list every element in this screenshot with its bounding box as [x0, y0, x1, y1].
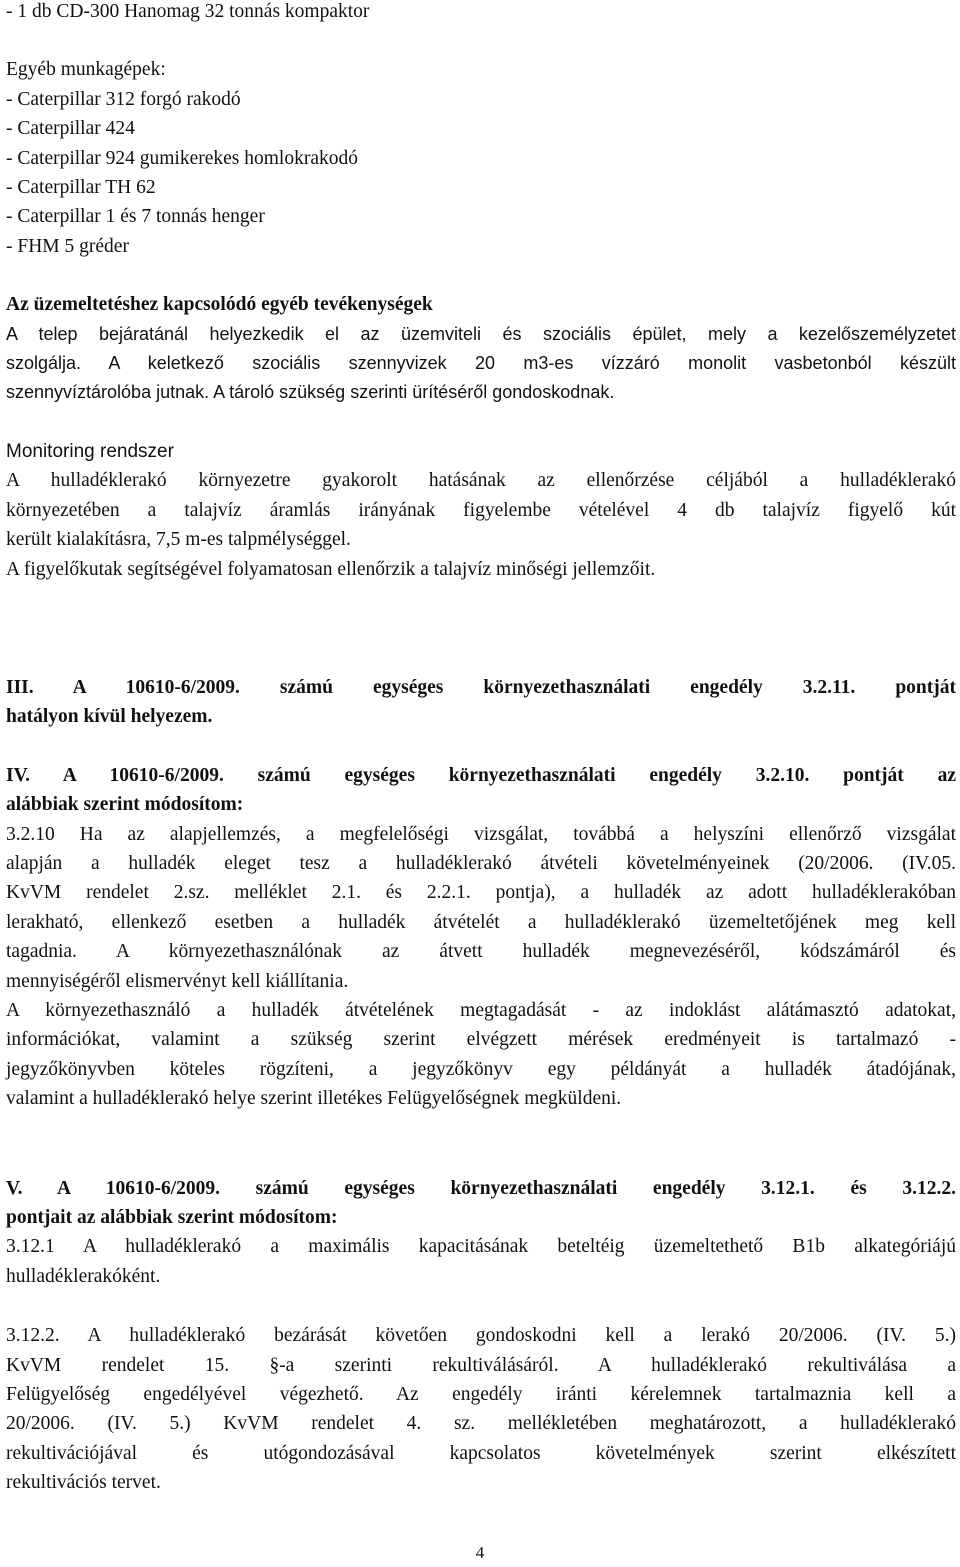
section-iv-heading-line: IV. A 10610-6/2009. számú egységes környezethasználati engedély 3.2.10. pontját az [6, 764, 956, 786]
text-line: mennyiségéről elismervényt kell kiállítania. [6, 970, 349, 992]
section-iii-heading-line: III. A 10610-6/2009. számú egységes környezethasználati engedély 3.2.11. pontját [6, 676, 956, 698]
activities-section [6, 290, 956, 408]
text-line: hulladéklerakóként. [6, 1265, 161, 1287]
list-item: - Caterpillar 424 [6, 118, 135, 140]
activities-paragraph [6, 320, 956, 408]
compactor-line: - 1 db CD-300 Hanomag 32 tonnás kompaktor [6, 1, 370, 22]
monitoring-heading: Monitoring rendszer [6, 440, 174, 462]
page-number: 4 [475, 1543, 485, 1562]
text-line: 3.12.1 A hulladéklerakó a maximális kapacitásának beteltéig üzemeltethető B1b alkategóriájú [6, 1236, 956, 1258]
monitoring-paragraph [6, 466, 956, 584]
text-line: rekultivációs tervet. [6, 1472, 161, 1494]
document-page [6, 0, 956, 1498]
text-line: alapján a hulladék eleget tesz a hulladéklerakó átvételi követelményeinek (20/2006. (IV.05. [6, 852, 956, 874]
text-line: környezetében a talajvíz áramlás irányának figyelembe vételével 4 db talajvíz figyelő kút [6, 499, 956, 521]
section-v-paragraph-1 [6, 1232, 956, 1291]
text-line: tagadnia. A környezethasználónak az átvett hulladék megnevezéséről, kódszámáról és [6, 941, 956, 963]
text-line: A telep bejáratánál helyezkedik el az üzemviteli és szociális épület, mely a kezelőszemélyzetet [6, 323, 956, 344]
text-line: lerakható, ellenkező esetben a hulladék átvételét a hulladéklerakó üzemeltetőjének meg kell [6, 911, 956, 933]
text-line: szennyvíztárolóba jutnak. A tároló szükség szerinti ürítéséről gondoskodnak. [6, 382, 615, 403]
section-iii-heading-line: hatályon kívül helyezem. [6, 706, 213, 728]
section-iv-body [6, 820, 956, 1114]
section-iv-heading [6, 761, 956, 820]
text-line: információkat, valamint a szükség szerint elvégzett mérések eredményeit is tartalmazó - [6, 1029, 956, 1051]
text-line: jegyzőkönyvben köteles rögzíteni, a jegyzőkönyv egy példányát a hulladék átadójának, [6, 1058, 956, 1080]
text-line: szolgálja. A keletkező szociális szennyvizek 20 m3-es vízzáró monolit vasbetonból készült [6, 353, 956, 374]
activities-heading: Az üzemeltetéshez kapcsolódó egyéb tevékenységek [6, 294, 433, 316]
text-line: A hulladéklerakó környezetre gyakorolt hatásának az ellenőrzése céljából a hulladéklerakó [6, 470, 956, 492]
section-v [6, 1174, 956, 1498]
list-item: - Caterpillar 1 és 7 tonnás henger [6, 206, 265, 228]
text-line: rekultivációjával és utógondozásával kapcsolatos követelmények szerint elkészített [6, 1442, 956, 1464]
list-item: - FHM 5 gréder [6, 235, 129, 257]
list-item: - Caterpillar TH 62 [6, 177, 156, 199]
text-line: 3.12.2. A hulladéklerakó bezárását követően gondoskodni kell a lerakó 20/2006. (IV. 5.) [6, 1325, 956, 1347]
other-machines-heading: Egyéb munkagépek: [6, 59, 166, 81]
text-line: A környezethasználó a hulladék átvételének megtagadását - az indoklást alátámasztó adatokat, [6, 999, 956, 1021]
text-line: 3.2.10 Ha az alapjellemzés, a megfelelőségi vizsgálat, továbbá a helyszíni ellenőrző vizsgálat [6, 823, 956, 845]
section-v-heading-line: pontjait az alábbiak szerint módosítom: [6, 1207, 338, 1228]
list-item: - Caterpillar 312 forgó rakodó [6, 88, 241, 110]
list-item: - Caterpillar 924 gumikerekes homlokrakodó [6, 147, 358, 169]
monitoring-section [6, 437, 956, 584]
text-line: KvVM rendelet 2.sz. melléklet 2.1. és 2.2.1. pontja), a hulladék az adott hulladéklerakóban [6, 882, 956, 904]
text-line: 20/2006. (IV. 5.) KvVM rendelet 4. sz. mellékletében meghatározott, a hulladéklerakó [6, 1413, 956, 1435]
other-machines-section [6, 55, 956, 261]
section-v-heading-line: V. A 10610-6/2009. számú egységes környezethasználati engedély 3.12.1. és 3.12.2. [6, 1177, 956, 1199]
text-line: valamint a hulladéklerakó helye szerint illetékes Felügyelőségnek megküldeni. [6, 1088, 622, 1110]
section-iv [6, 761, 956, 1114]
section-iii [6, 673, 956, 732]
section-v-heading [6, 1174, 956, 1233]
text-line: A figyelőkutak segítségével folyamatosan ellenőrzik a talajvíz minőségi jellemzőit. [6, 558, 656, 580]
section-iv-heading-line: alábbiak szerint módosítom: [6, 794, 244, 816]
section-v-paragraph-2 [6, 1321, 956, 1497]
text-line: Felügyelőség engedélyével végezhető. Az engedély iránti kérelemnek tartalmaznia kell a [6, 1384, 956, 1406]
text-line: KvVM rendelet 15. §-a szerinti rekultiválásáról. A hulladéklerakó rekultiválása a [6, 1354, 956, 1376]
text-line: került kialakításra, 7,5 m-es talpmélységgel. [6, 529, 351, 551]
